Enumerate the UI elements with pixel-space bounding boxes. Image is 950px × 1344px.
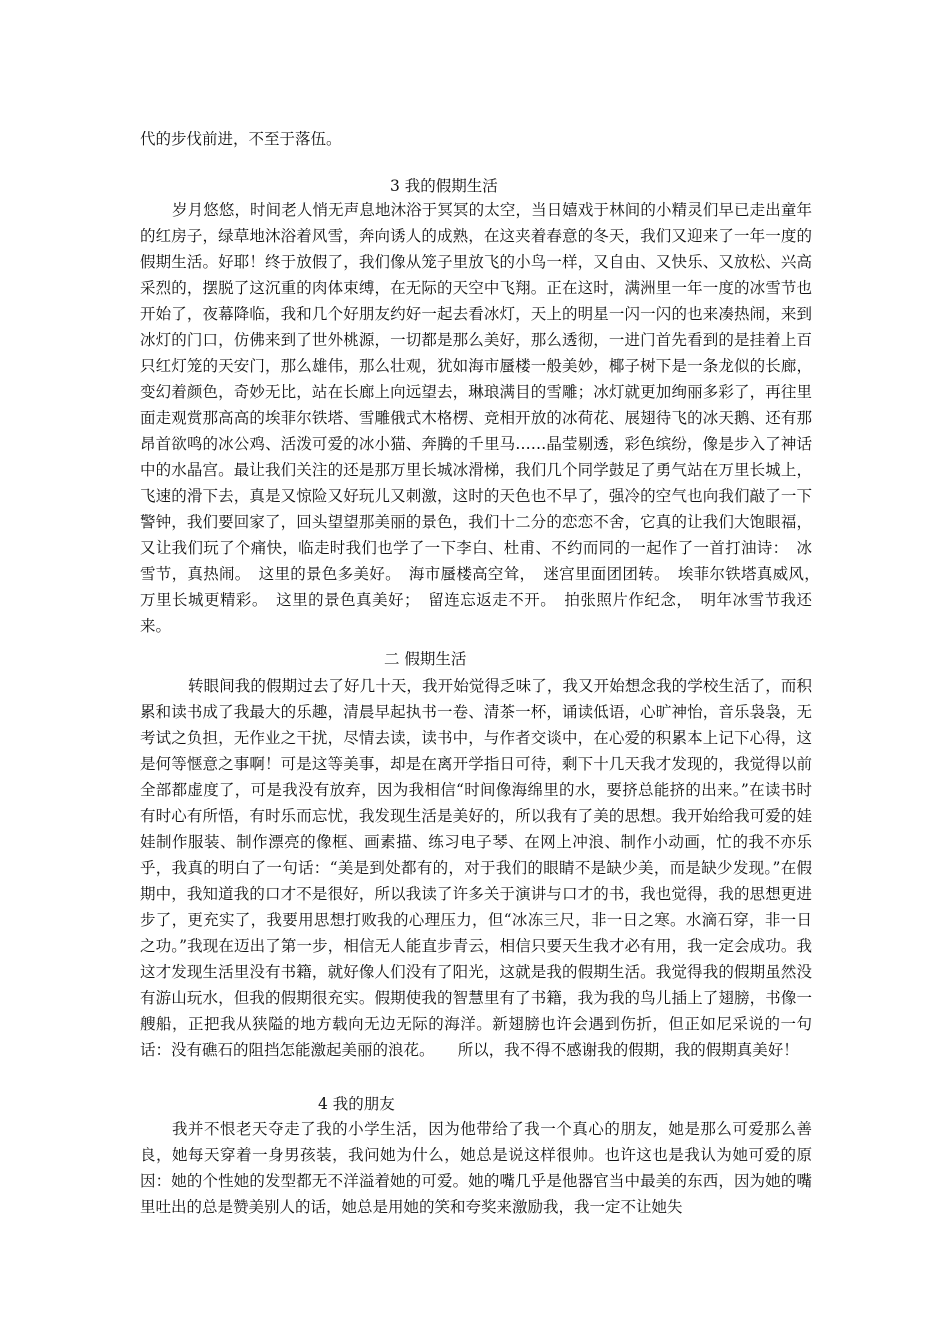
- paragraph-ice-festival: 岁月悠悠，时间老人悄无声息地沐浴于冥冥的太空，当日嬉戏于林间的小精灵们早已走出童年的红房子，绿草地沐浴着风雪，奔向诱人的成熟，在这夹着春意的冬天，我们又迎来了一年一度的假期生活。好耶！终于放假了，我们像从笼子里放飞的小鸟一样，又自由、又快乐、又放松、兴高采烈的，摆脱了这沉重的肉体束缚，在无际的天空中飞翔。正在这时，满洲里一年一度的冰雪节也开始了，夜幕降临，我和几个好朋友约好一起去看冰灯，天上的明星一闪一闪的也来凑热闹，来到冰灯的门口，仿佛来到了世外桃源，一切都是那么美好，那么透彻，一进门首先看到的是挂着上百只红灯笼的天安门，那么雄伟，那么壮观，犹如海市蜃楼一般美妙，椰子树下是一条龙似的长廊，变幻着颜色，奇妙无比，站在长廊上向远望去，琳琅满目的雪雕；冰灯就更加绚丽多彩了，再往里面走观赏那高高的埃菲尔铁塔、雪雕俄式木格楞、竞相开放的冰荷花、展翅待飞的冰天鹅、还有那昂首欲鸣的冰公鸡、活泼可爱的冰小猫、奔腾的千里马……晶莹剔透，彩色缤纷，像是步入了神话中的水晶宫。最让我们关注的还是那万里长城冰滑梯，我们几个同学鼓足了勇气站在万里长城上，飞速的滑下去，真是又惊险又好玩儿又刺激，这时的天色也不早了，强冷的空气也向我们敲了一下警钟，我们要回家了，回头望望那美丽的景色，我们十二分的恋恋不舍，它真的让我们大饱眼福，又让我们玩了个痛快，临走时我们也学了一下李白、杜甫、不约而同的一起作了一首打油诗： 冰雪节，真热闹。 这里的景色多美好。 海市蜃楼高空耸， 迷宫里面团团转。 埃菲尔铁塔真威风， 万里长城更精彩。 这里的景色真美好； 留连忘返走不开。 拍张照片作纪念， 明年冰雪节我还来。: [140, 201, 828, 635]
- section-heading-vacation-life: 3 我的假期生活: [390, 177, 498, 195]
- intro-paragraph-tail: 代的步伐前进，不至于落伍。: [140, 130, 342, 148]
- section-heading-my-friend: 4 我的朋友: [318, 1095, 395, 1113]
- paragraph-my-friend: 我并不恨老天夺走了我的小学生活，因为他带给了我一个真心的朋友，她是那么可爱那么善良，她每天穿着一身男孩装，我问她为什么，她总是说这样很帅。也许这也是我认为她可爱的原因：她的个性她的发型都无不洋溢着她的可爱。她的嘴几乎是他器官当中最美的东西，因为她的嘴里吐出的总是赞美别人的话，她总是用她的笑和夸奖来激励我，我一定不让她失: [140, 1120, 812, 1216]
- section-heading-holiday-life: 二 假期生活: [384, 650, 467, 668]
- paragraph-reading-holiday: 转眼间我的假期过去了好几十天，我开始觉得乏味了，我又开始想念我的学校生活了，而积累和读书成了我最大的乐趣，清晨早起执书一卷、清茶一杯，诵读低语，心旷神怡，音乐袅袅，无考试之负担，无作业之干扰，尽情去读，读书中，与作者交谈中，在心爱的积累本上记下心得，这是何等惬意之事啊！可是这等美事，却是在离开学指日可待，剩下十几天我才发现的，我觉得以前全部都虚度了，可是我没有放弃，因为我相信“时间像海绵里的水，要挤总能挤的出来。”在读书时有时心有所悟，有时乐而忘忧，我发现生活是美好的，所以我有了美的思想。我开始给我可爱的娃娃制作服装、制作漂亮的像框、画素描、练习电子琴、在网上冲浪、制作小动画，忙的我不亦乐乎，我真的明白了一句话：“美是到处都有的，对于我们的眼睛不是缺少美，而是缺少发现。”在假期中，我知道我的口才不是很好，所以我读了许多关于演讲与口才的书，我也觉得，我的思想更进步了，更充实了，我要用思想打败我的心理压力，但“冰冻三尺，非一日之寒。水滴石穿，非一日之功。”我现在迈出了第一步，相信无人能直步青云，相信只要天生我才必有用，我一定会成功。我这才发现生活里没有书籍，就好像人们没有了阳光，这就是我的假期生活。我觉得我的假期虽然没有游山玩水，但我的假期很充实。假期使我的智慧里有了书籍，我为我的鸟儿插上了翅膀，书像一艘船，正把我从狭隘的地方载向无边无际的海洋。新翅膀也许会遇到伤折，但正如尼采说的一句话：没有礁石的阻挡怎能激起美丽的浪花。 所以，我不得不感谢我的假期，我的假期真美好！: [140, 677, 812, 1059]
